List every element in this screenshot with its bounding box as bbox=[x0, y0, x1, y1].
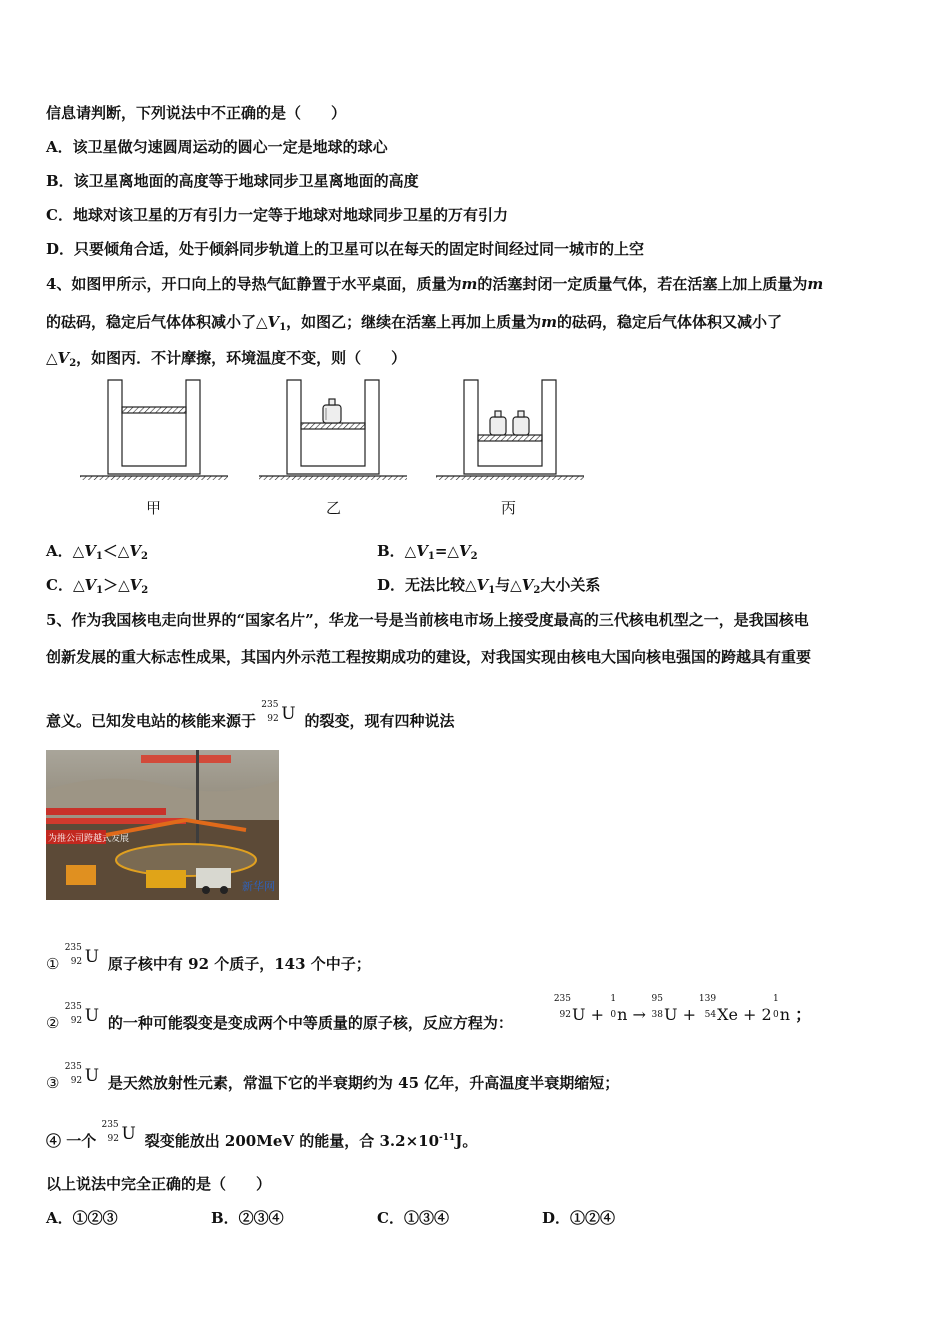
q4-line-3: $\triangle V_2$，如图丙．不计摩擦，环境温度不变，则（ ） bbox=[46, 349, 407, 369]
q5-option-d: D．①②④ bbox=[542, 1209, 616, 1227]
cylinder-yi bbox=[259, 380, 407, 480]
q3-option-b: B．该卫星离地面的高度等于地球同步卫星离地面的高度 bbox=[46, 172, 419, 190]
caption-yi: 乙 bbox=[326, 499, 342, 517]
q3-option-a: A．该卫星做匀速圆周运动的圆心一定是地球的球心 bbox=[46, 138, 388, 156]
q3-option-c: C．地球对该卫星的万有引力一定等于地球对地球同步卫星的万有引力 bbox=[46, 206, 508, 224]
q4-line-2: 的砝码，稳定后气体体积减小了$\triangle V_1$，如图乙；继续在活塞上再加上质量为m的砝码，稳定后气体体积又减小了 bbox=[46, 313, 783, 333]
statement-1: ① 235 92 U 原子核中有 92 个质子，143 个中子； bbox=[46, 943, 371, 973]
intro-line: 信息请判断，下列说法中不正确的是（ ） bbox=[46, 104, 347, 122]
nuclide-u235: 235 92 U bbox=[261, 700, 296, 724]
statement-4: ④ 一个 235 92 U 裂变能放出 200MeV 的能量，合 $3.2\times 10^{-11}J$。 bbox=[46, 1120, 478, 1150]
q4-line-1: 4、如图甲所示，开口向上的导热气缸静置于水平桌面，质量为m的活塞封闭一定质量气体，若在活塞上加上质量为m bbox=[46, 275, 824, 293]
q4-option-b: B．$\triangle V_1=\triangle V_2$ bbox=[377, 542, 478, 562]
watermark: 新华网 bbox=[242, 880, 275, 893]
weight-icon bbox=[490, 411, 529, 435]
caption-jia: 甲 bbox=[146, 499, 162, 517]
q3-option-d: D．只要倾角合适，处于倾斜同步轨道上的卫星可以在每天的固定时间经过同一城市的上空 bbox=[46, 240, 645, 258]
q5-ask: 以上说法中完全正确的是（ ） bbox=[46, 1175, 272, 1193]
construction-photo bbox=[46, 750, 279, 900]
cylinder-bing bbox=[436, 380, 584, 480]
svg-text:为推公司跨越式发展: 为推公司跨越式发展 bbox=[48, 834, 130, 844]
q4-option-c: C．$\triangle V_1>\triangle V_2$ bbox=[46, 576, 149, 596]
weight-icon bbox=[323, 399, 341, 423]
q5-option-b: B．②③④ bbox=[211, 1209, 284, 1227]
cylinder-jia bbox=[80, 380, 228, 480]
q4-option-a: A．$\triangle V_1<\triangle V_2$ bbox=[46, 542, 148, 562]
statement-2: ② 235 92 U 的一种可能裂变是变成两个中等质量的原子核，反应方程为： bbox=[46, 1002, 513, 1032]
q5-line-2: 创新发展的重大标志性成果，其国内外示范工程按期成功的建设，对我国实现由核电大国向核电强国的跨越具有重要 bbox=[46, 648, 812, 666]
statement-3: ③ 235 92 U 是天然放射性元素，常温下它的半衰期约为 45 亿年，升高温度半衰期缩短； bbox=[46, 1062, 620, 1092]
q5-line-3: 意义。已知发电站的核能来源于 235 92 U 的裂变，现有四种说法 bbox=[46, 700, 455, 730]
caption-bing: 丙 bbox=[501, 499, 517, 517]
fission-equation: 235 92 U + 1 0 n → 95 38 U + 139 54 Xe + 2 1 0 n ； bbox=[553, 994, 812, 1024]
q5-option-c: C．①③④ bbox=[377, 1209, 449, 1227]
q4-option-d: D．无法比较$\triangle V_1$与$\triangle V_2$大小关系 bbox=[377, 576, 601, 596]
q5-line-1: 5、作为我国核电走向世界的“国家名片”，华龙一号是当前核电市场上接受度最高的三代核电机型之一，是我国核电 bbox=[46, 611, 809, 629]
cylinder-diagrams bbox=[0, 370, 950, 485]
q5-option-a: A．①②③ bbox=[46, 1209, 118, 1227]
